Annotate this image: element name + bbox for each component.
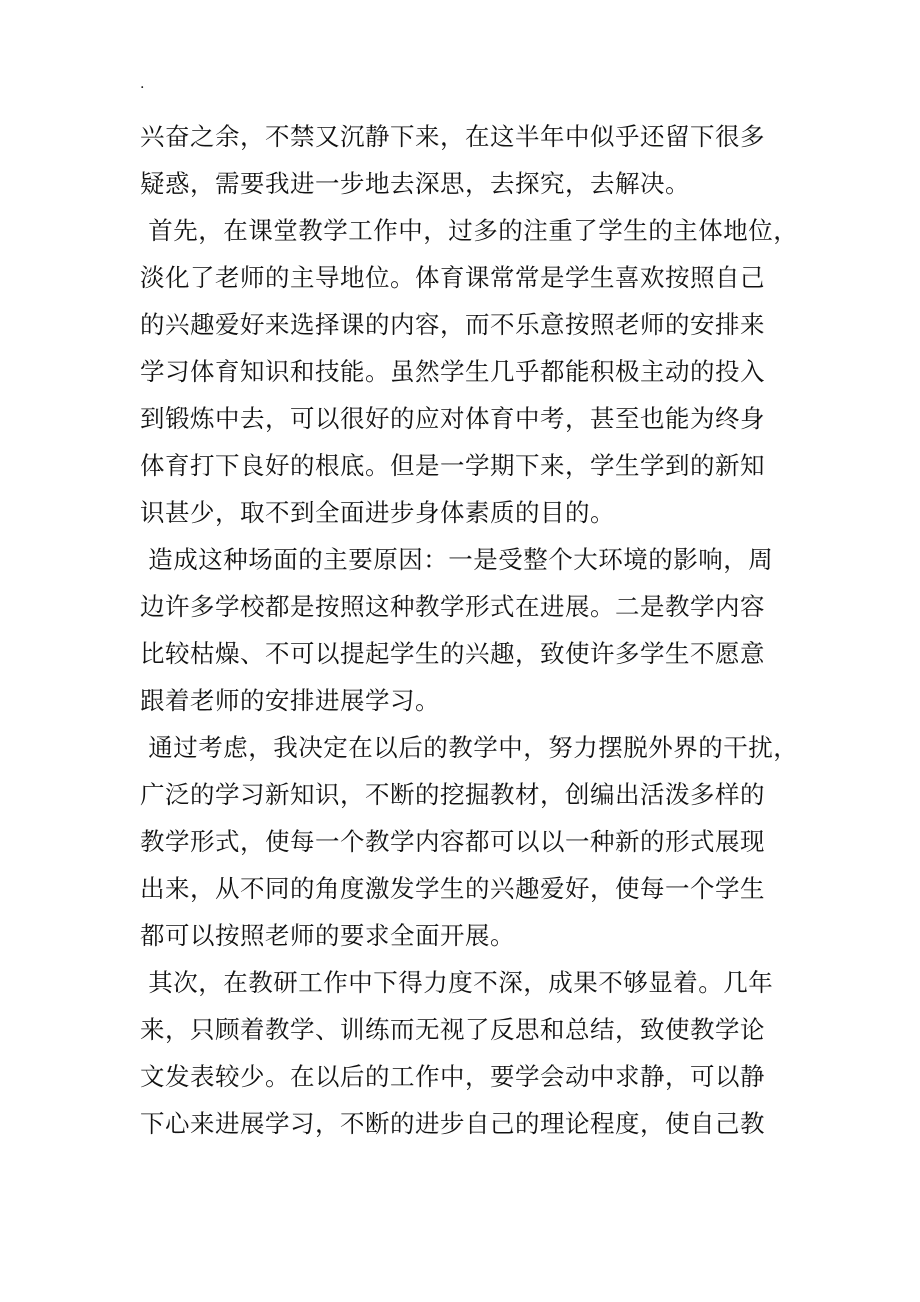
text-line: 识甚少，取不到全面进步身体素质的目的。 [140,498,615,527]
text-line: 的兴趣爱好来选择课的内容，而不乐意按照老师的安排来 [140,310,765,339]
text-line: 比较枯燥、不可以提起学生的兴趣，致使许多学生不愿意 [140,639,765,668]
text-line: 边许多学校都是按照这种教学形式在进展。二是教学内容 [140,592,765,621]
page-marker: . [140,76,145,92]
text-line: 淡化了老师的主导地位。体育课常常是学生喜欢按照自己 [140,263,765,292]
text-line: 学习体育知识和技能。虽然学生几乎都能积极主动的投入 [140,357,765,386]
text-line: 通过考虑，我决定在以后的教学中，努力摆脱外界的干扰， [140,733,799,762]
text-line: 到锻炼中去，可以很好的应对体育中考，甚至也能为终身 [140,404,765,433]
text-line: 其次，在教研工作中下得力度不深，成果不够显着。几年 [140,968,774,997]
text-line: 文发表较少。在以后的工作中，要学会动中求静，可以静 [140,1062,765,1091]
text-line: 疑惑，需要我进一步地去深思，去探究，去解决。 [140,169,690,198]
text-line: 教学形式，使每一个教学内容都可以以一种新的形式展现 [140,827,765,856]
text-line: 广泛的学习新知识，不断的挖掘教材，创编出活泼多样的 [140,780,765,809]
text-line: 都可以按照老师的要求全面开展。 [140,921,515,950]
text-line: 兴奋之余，不禁又沉静下来，在这半年中似乎还留下很多 [140,122,765,151]
text-line: 跟着老师的安排进展学习。 [140,686,440,715]
text-line: 下心来进展学习，不断的进步自己的理论程度，使自己教 [140,1109,765,1138]
text-line: 出来，从不同的角度激发学生的兴趣爱好，使每一个学生 [140,874,765,903]
text-line: 来，只顾着教学、训练而无视了反思和总结，致使教学论 [140,1015,765,1044]
text-line: 体育打下良好的根底。但是一学期下来，学生学到的新知 [140,451,765,480]
text-line: 首先，在课堂教学工作中，过多的注重了学生的主体地位， [140,216,799,245]
text-line: 造成这种场面的主要原因：一是受整个大环境的影响，周 [140,545,774,574]
